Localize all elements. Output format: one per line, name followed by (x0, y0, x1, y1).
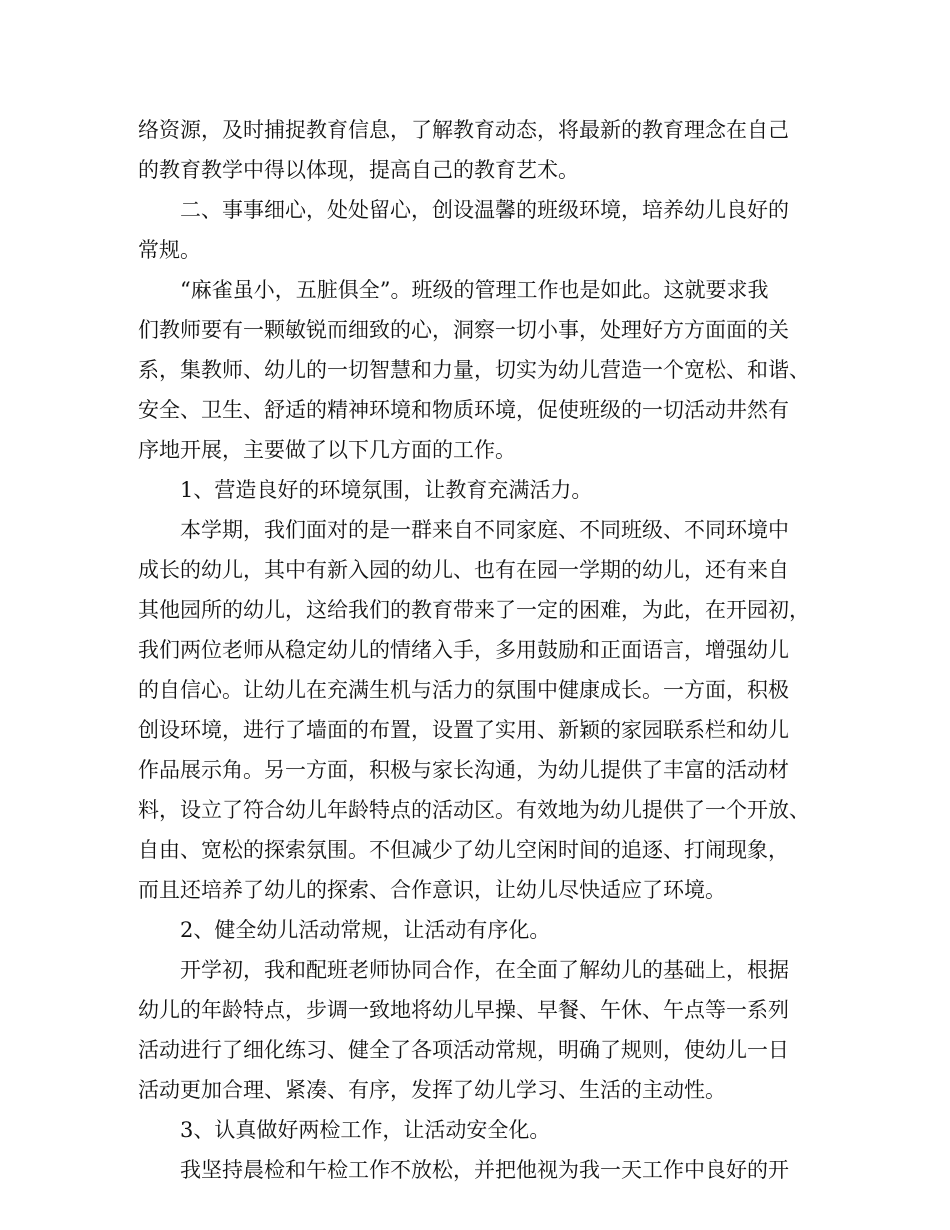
subsection-heading: 1、营造良好的环境氛围，让教育充满活力。 (180, 478, 593, 502)
text-line: 我坚持晨检和午检工作不放松，并把他视为我一天工作中良好的开 (180, 1158, 789, 1182)
text-line: “麻雀虽小，五脏俱全”。班级的管理工作也是如此。这就要求我 (180, 278, 769, 302)
text-line: 其他园所的幼儿，这给我们的教育带来了一定的困难，为此，在开园初， (138, 598, 810, 622)
text-line: 活动更加合理、紧凑、有序，发挥了幼儿学习、生活的主动性。 (138, 1078, 726, 1102)
text-line: 创设环境，进行了墙面的布置，设置了实用、新颖的家园联系栏和幼儿 (138, 718, 789, 742)
text-line: 开学初，我和配班老师协同合作，在全面了解幼儿的基础上，根据 (180, 958, 789, 982)
text-line: 的教育教学中得以体现，提高自己的教育艺术。 (138, 158, 579, 182)
text-line: 活动进行了细化练习、健全了各项活动常规，明确了规则，使幼儿一日 (138, 1038, 789, 1062)
text-line: 成长的幼儿，其中有新入园的幼儿、也有在园一学期的幼儿，还有来自 (138, 558, 789, 582)
text-line: 序地开展，主要做了以下几方面的工作。 (138, 438, 516, 462)
text-line: 们教师要有一颗敏锐而细致的心，洞察一切小事，处理好方方面面的关 (138, 318, 789, 342)
text-line: 的自信心。让幼儿在充满生机与活力的氛围中健康成长。一方面，积极 (138, 678, 789, 702)
text-line: 安全、卫生、舒适的精神环境和物质环境，促使班级的一切活动井然有 (138, 398, 789, 422)
subsection-heading: 2、健全幼儿活动常规，让活动有序化。 (180, 918, 551, 942)
text-line: 自由、宽松的探索氛围。不但减少了幼儿空闲时间的追逐、打闹现象， (138, 838, 789, 862)
section-heading: 二、事事细心，处处留心，创设温馨的班级环境，培养幼儿良好的 (180, 198, 789, 222)
subsection-heading: 3、认真做好两检工作，让活动安全化。 (180, 1118, 551, 1142)
text-line: 我们两位老师从稳定幼儿的情绪入手，多用鼓励和正面语言，增强幼儿 (138, 638, 789, 662)
text-line: 作品展示角。另一方面，积极与家长沟通，为幼儿提供了丰富的活动材 (138, 758, 789, 782)
text-line: 幼儿的年龄特点，步调一致地将幼儿早操、早餐、午休、午点等一系列 (138, 998, 789, 1022)
text-line: 料，设立了符合幼儿年龄特点的活动区。有效地为幼儿提供了一个开放、 (138, 798, 810, 822)
text-line: 络资源，及时捕捉教育信息，了解教育动态，将最新的教育理念在自己 (138, 118, 789, 142)
text-line: 而且还培养了幼儿的探索、合作意识，让幼儿尽快适应了环境。 (138, 878, 726, 902)
text-line: 本学期，我们面对的是一群来自不同家庭、不同班级、不同环境中 (180, 518, 789, 542)
text-line: 常规。 (138, 238, 201, 262)
text-line: 系，集教师、幼儿的一切智慧和力量，切实为幼儿营造一个宽松、和谐、 (138, 358, 810, 382)
document-body (138, 110, 818, 1190)
